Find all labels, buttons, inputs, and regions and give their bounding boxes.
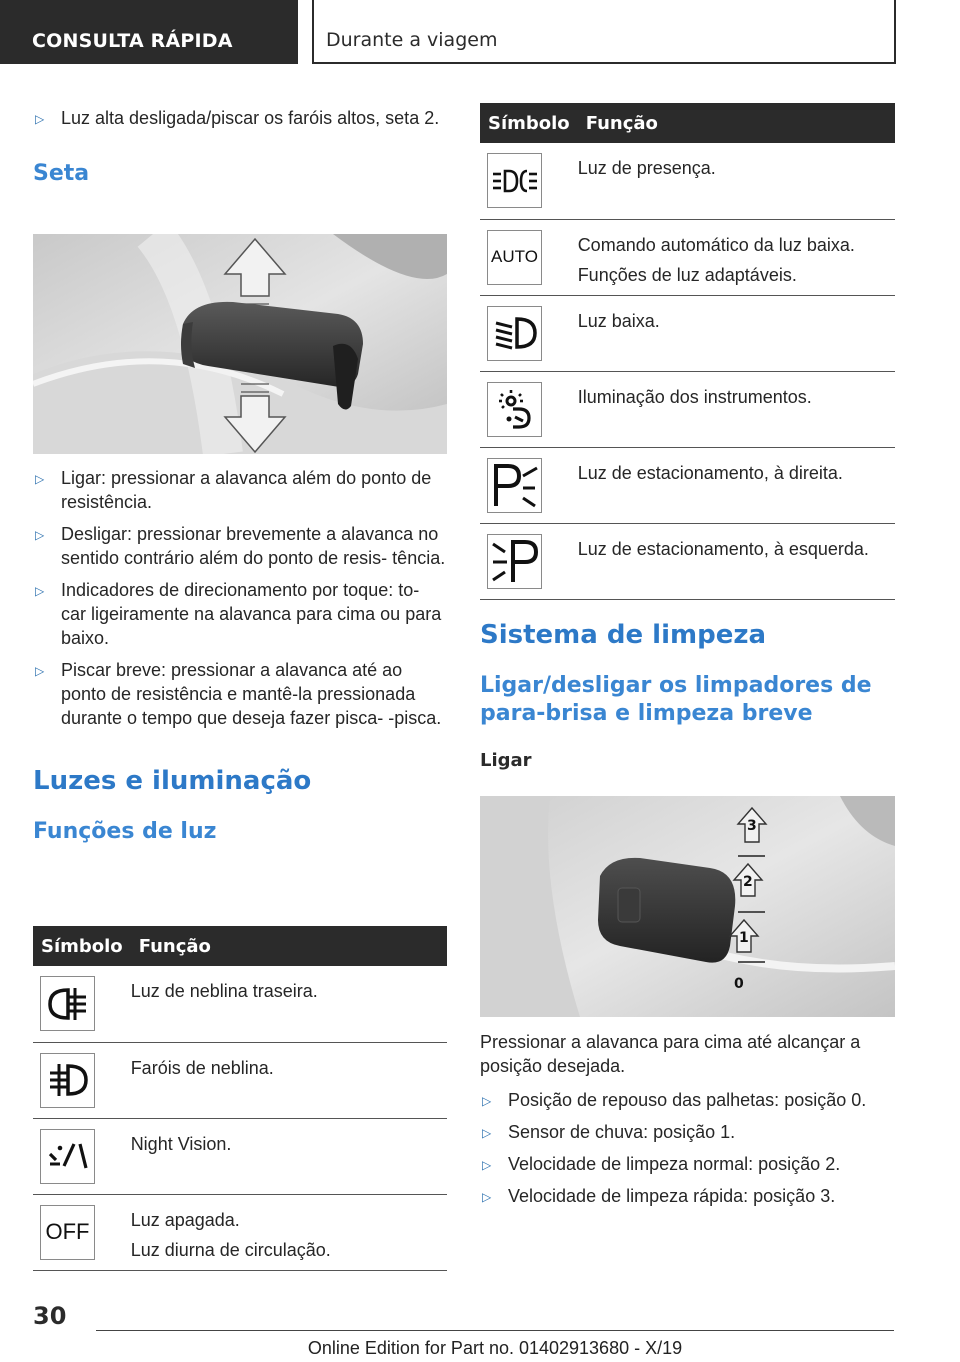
col-function-header: Função [131,926,447,966]
on-heading: Ligar [480,750,532,771]
lights-heading: Luzes e iluminação [33,766,312,796]
left-column-lower [33,466,447,846]
wipers-heading: Sistema de limpeza [480,620,766,650]
cell-text: Luz de presença. [577,158,716,178]
parking-light-right-icon [487,458,542,513]
table-row [480,371,895,447]
table-row [480,447,895,523]
triangle-bullet-icon: ▷ [482,1126,492,1140]
left-table-wrap [33,926,447,1271]
cell-text: Faróis de neblina. [130,1057,274,1078]
intro-list [33,106,447,130]
cell-text: Luz baixa. [577,310,660,331]
table-row [33,966,447,1042]
cell-text: Iluminação dos instrumentos. [577,386,812,407]
table-row [480,143,895,219]
position-0-label: 0 [734,976,744,992]
list-item: ▷ Velocidade de limpeza rápida: posição 3. [480,1184,895,1208]
triangle-bullet-icon: ▷ [35,664,45,678]
wiper-lever-image [480,796,895,1017]
night-vision-icon [40,1129,95,1184]
seta-list [33,466,447,730]
triangle-bullet-icon: ▷ [35,528,45,542]
col-symbol-header: Símbolo [480,103,578,143]
cell-text: Luz de neblina traseira. [130,981,318,1001]
cell-text: Luz de estacionamento, à esquerda. [577,538,869,559]
col-symbol-header: Símbolo [33,926,131,966]
table-row [480,523,895,599]
footer-edition: Online Edition for Part no. 01402913680 - X/19 [307,1338,683,1358]
low-beam-icon [487,306,542,361]
page-number: 30 [33,1302,67,1330]
cell-text: Comando automático da luz baixa. [577,234,855,255]
parking-lights-icon [487,153,542,208]
footer-divider [96,1330,894,1331]
list-item: ▷ Ligar: pressionar a alavanca além do ponto de resistência. [35,468,432,512]
triangle-bullet-icon: ▷ [482,1190,492,1204]
list-item: ▷ Sensor de chuva: posição 1. [480,1120,895,1144]
col-function-header: Função [578,103,895,143]
table-row [480,219,895,295]
triangle-bullet-icon: ▷ [482,1158,492,1172]
triangle-bullet-icon: ▷ [35,112,45,126]
table-row [33,1042,447,1118]
cell-text: Luz apagada. [130,1209,240,1230]
functions-heading: Funções de luz [33,819,217,844]
right-column-text [480,620,895,771]
right-table-wrap [480,103,895,600]
triangle-bullet-icon: ▷ [35,584,45,598]
cell-text: Funções de luz adaptáveis. [577,264,797,285]
table-row [33,1194,447,1270]
turn-signal-lever-image [33,234,447,454]
auto-icon: AUTO [487,230,542,285]
instrument-lighting-icon [487,382,542,437]
section-tab [0,0,298,64]
left-column [33,106,447,188]
cell-text: Night Vision. [130,1133,232,1154]
list-item: ▷ Indicadores de direcionamento por toque: to- car ligeiramente na alavanca para cima ou para baixo. [35,580,442,648]
table-row [480,295,895,371]
position-2-label: 2 [743,874,753,890]
list-item: ▷ Velocidade de limpeza normal: posição 2. [480,1152,895,1176]
position-1-label: 1 [739,930,749,946]
parking-light-left-icon [487,534,542,589]
triangle-bullet-icon: ▷ [482,1094,492,1108]
chapter-tab [312,0,896,64]
list-item: ▷ Posição de repouso das palhetas: posição 0. [480,1088,895,1112]
section-title: CONSULTA RÁPIDA [32,30,233,52]
rear-fog-light-icon [40,976,95,1031]
cell-text: Luz diurna de circulação. [130,1239,331,1260]
right-column-lower [480,1030,895,1216]
light-functions-table [33,926,447,1271]
position-3-label: 3 [747,818,757,834]
light-functions-table-continued [480,103,895,600]
front-fog-light-icon [40,1053,95,1108]
wipers-sub-heading: Ligar/desligar os limpadores de para-brisa e limpeza breve [480,673,872,726]
chapter-title: Durante a viagem [326,29,498,51]
list-item: ▷ Piscar breve: pressionar a alavanca até ao ponto de resistência e mantê-la pressionada durante o tempo que deseja fazer pisca- -pisca. [35,660,442,728]
triangle-bullet-icon: ▷ [35,472,45,486]
cell-text: Luz de estacionamento, à direita. [577,462,843,483]
list-item: ▷ Desligar: pressionar brevemente a alavanca no sentido contrário além do ponto de resis- tência. [35,524,446,568]
on-paragraph: Pressionar a alavanca para cima até alcançar a posição desejada. [480,1032,861,1076]
seta-heading: Seta [33,161,90,186]
wiper-list [480,1088,895,1208]
off-icon: OFF [40,1205,95,1260]
list-item: ▷ Luz alta desligada/piscar os faróis altos, seta 2. [33,106,447,130]
table-row [33,1118,447,1194]
